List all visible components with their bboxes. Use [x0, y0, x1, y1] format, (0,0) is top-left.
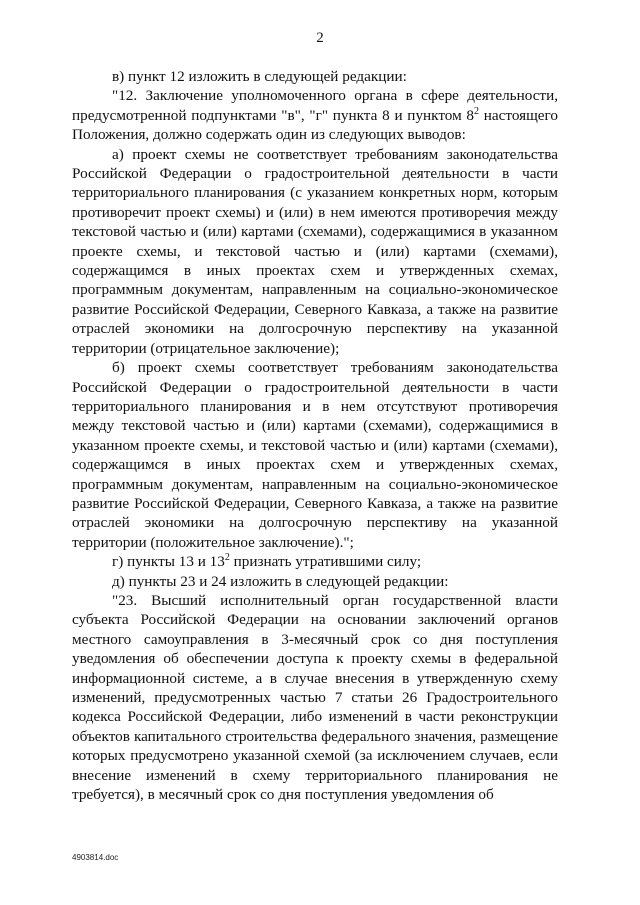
- paragraph-text: "12. Заключение уполномоченного органа в сфере деятельности, предусмотренной подпунктами "в", "г" пункта 8 и пунктом 8: [72, 87, 558, 124]
- superscript: 2: [474, 105, 480, 117]
- document-body: [72, 67, 558, 804]
- paragraph-item-d: д) пункты 23 и 24 изложить в следующей редакции:: [112, 572, 449, 590]
- page-number: 2: [316, 30, 324, 46]
- paragraph-text: признать утратившими силу;: [229, 553, 422, 571]
- superscript: 2: [224, 552, 230, 564]
- paragraph-text: г) пункты 13 и 13: [112, 553, 225, 571]
- footer-filename: 4903814.doc: [72, 853, 119, 862]
- paragraph-text: настоящего Положения, должно содержать один из следующих выводов:: [72, 106, 558, 144]
- paragraph-subitem-a: а) проект схемы не соответствует требованиям законодательства Российской Федерации о градостроительной деятельности в части территориального планирования (с указанием конкретных норм, которым противоречит проект схемы) и (или) в нем имеются противоречия между текстовой частью и (или) картами (схемами), содержащимися в указанном проекте схемы, и текстовой частью и (или) картами (схемами), содержащимся в иных проектах схем и утвержденных схемах, программным документам, направленным на социально-экономическое развитие Российской Федерации, Северного Кавказа, а также на развитие отраслей экономики на долгосрочную перспективу на указанной территории (отрицательное заключение);: [72, 145, 558, 357]
- paragraph-item-g: [72, 552, 558, 571]
- paragraph-point-12: [72, 86, 558, 144]
- paragraph-subitem-b: б) проект схемы соответствует требованиям законодательства Российской Федерации о градостроительной деятельности в части территориального планирования и в нем отсутствуют противоречия между текстовой частью и (или) картами (схемами), содержащимися в указанном проекте схемы, и текстовой частью и (или) картами (схемами), содержащимся в иных проектах схем и утвержденных схемах, программным документам, направленным на социально-экономическое развитие Российской Федерации, Северного Кавказа, а также на развитие отраслей экономики на долгосрочную перспективу на указанной территории (положительное заключение).";: [72, 359, 558, 551]
- paragraph-item-v: в) пункт 12 изложить в следующей редакции:: [112, 68, 407, 85]
- paragraph-point-23: "23. Высший исполнительный орган государственной власти субъекта Российской Федерации на основании заключений органов местного самоуправления в 3-месячный срок со дня поступления уведомления об обеспечении доступа к проекту схемы в федеральной информационной системе, а в случае внесения в утвержденную схему изменений, предусмотренных частью 7 статьи 26 Градостроительного кодекса Российской Федерации, либо изменений в части реконструкции объектов капитального строительства федерального значения, размещение которых предусмотрено указанной схемой (за исключением случаев, если внесение изменений в схему территориального планирования не требуется), в месячный срок со дня поступления уведомления об: [72, 591, 558, 804]
